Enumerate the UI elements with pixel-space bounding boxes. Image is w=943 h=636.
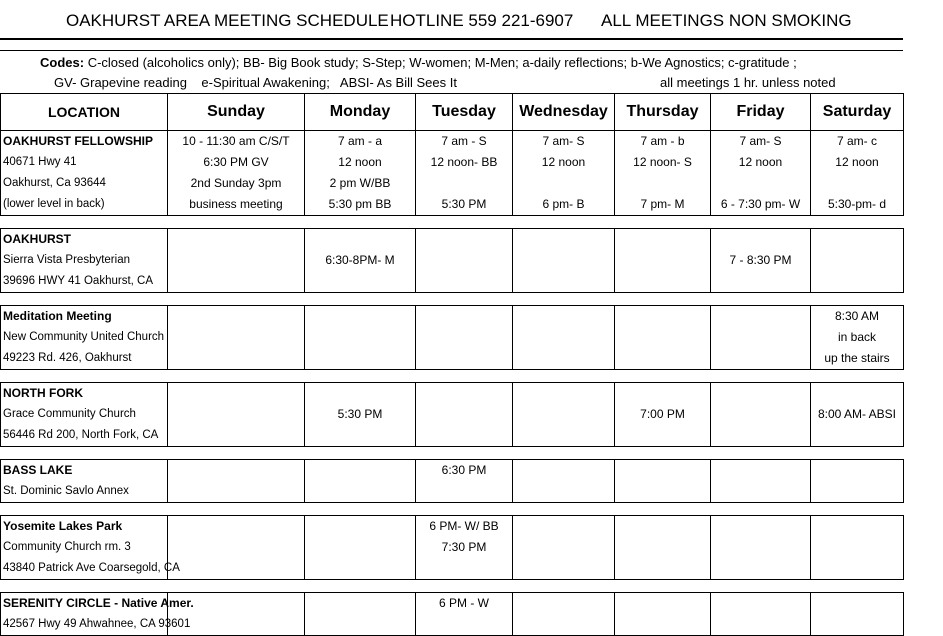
meeting-cell [416,383,513,447]
meeting-time [168,229,304,250]
meeting-cell [513,306,615,370]
location-detail: New Community United Church [3,331,165,343]
location-cell [1,306,168,370]
meeting-time [811,460,903,481]
spacer-cell [1,370,904,383]
meeting-time [416,614,512,635]
meeting-time [711,404,810,425]
meeting-time [305,327,415,348]
meeting-time [305,460,415,481]
meeting-time [711,558,810,579]
meeting-time [711,173,810,194]
meeting-cell [811,131,904,216]
meeting-cell [711,306,811,370]
meeting-cell [615,516,711,580]
location-name: OAKHURST [3,232,71,246]
location-name: Meditation Meeting [3,309,112,323]
meeting-time: 7 am- S [739,134,782,148]
meeting-time [811,537,903,558]
meeting-time [615,327,710,348]
meeting-time [513,327,614,348]
meeting-cell [615,229,711,293]
meeting-time: 6 PM- W/ BB [429,519,499,533]
meeting-time [168,250,304,271]
meeting-cell [168,460,305,503]
meeting-cell [416,516,513,580]
row-spacer [1,293,904,306]
location-cell [1,460,168,503]
location-detail: Sierra Vista Presbyterian [3,254,130,266]
meeting-time: 6:30 PM [441,463,487,477]
location-detail: 43840 Patrick Ave Coarsegold, CA [3,562,180,574]
meeting-cell [513,131,615,216]
meeting-time: 12 noon [835,155,879,169]
location-row [1,516,904,580]
meeting-time [305,348,415,369]
meeting-time [615,271,710,292]
location-name: SERENITY CIRCLE - Native Amer. [3,596,194,610]
non-smoking-notice: ALL MEETINGS NON SMOKING [601,11,852,30]
meeting-cell [615,306,711,370]
meeting-time: up the stairs [824,351,890,365]
spacer-cell [1,580,904,593]
meeting-time: 12 noon- BB [430,155,498,169]
meeting-time: in back [837,330,877,344]
meeting-cell [168,516,305,580]
meeting-time [513,229,614,250]
meeting-cell [711,383,811,447]
meeting-cell [811,593,904,636]
meeting-time: business meeting [189,197,283,211]
location-row [1,229,904,293]
location-detail: 56446 Rd 200, North Fork, CA [3,429,159,441]
meeting-time [615,516,710,537]
location-detail: 40671 Hwy 41 [3,156,77,168]
meeting-cell [615,131,711,216]
meeting-time: 8:00 AM- ABSI [817,407,897,421]
row-spacer [1,370,904,383]
meeting-cell [711,460,811,503]
meeting-time [615,306,710,327]
meeting-time [513,250,614,271]
meeting-time [416,306,512,327]
meeting-time [168,271,304,292]
meeting-cell [305,383,416,447]
meeting-time: 5:30 pm BB [328,197,392,211]
location-cell [1,593,194,636]
meeting-time [615,173,710,194]
meeting-time [711,425,810,446]
meeting-time: 8:30 AM [834,309,880,323]
meeting-time [615,383,710,404]
meeting-time: 7 pm- M [640,197,685,211]
meeting-time: 6 pm- B [542,197,585,211]
meeting-cell [416,131,513,216]
meeting-time: 5:30-pm- d [827,197,887,211]
meeting-time: 6:30 PM GV [203,155,269,169]
meeting-time [305,593,415,614]
meeting-time: 5:30 PM [441,197,487,211]
meeting-time [416,327,512,348]
row-spacer [1,580,904,593]
spacer-cell [1,447,904,460]
meeting-time [615,250,710,271]
meeting-time [513,173,614,194]
meeting-time: 7:00 PM [640,407,685,421]
meeting-time [416,383,512,404]
meeting-time [711,537,810,558]
meeting-time: 12 noon [338,155,382,169]
meeting-time [168,327,304,348]
hotline: HOTLINE 559 221-6907 [390,11,574,30]
meeting-time [615,425,710,446]
location-detail: Oakhurst, Ca 93644 [3,177,106,189]
meeting-cell [416,593,513,636]
meeting-time: 7 am - S [441,134,487,148]
day-header: Thursday [615,94,711,131]
meeting-time [513,383,614,404]
meeting-time [168,558,304,579]
meeting-time [615,614,710,635]
meeting-cell [513,460,615,503]
schedule-table [0,93,904,636]
meeting-time: 7 am- S [542,134,585,148]
meeting-time [615,460,710,481]
location-detail: 49223 Rd. 426, Oakhurst [3,352,132,364]
meeting-time [711,348,810,369]
meeting-cell [513,593,615,636]
meeting-cell [711,229,811,293]
meeting-time [711,481,810,502]
meeting-time [168,383,304,404]
meeting-time: 12 noon [541,155,586,169]
meeting-time: 10 - 11:30 am C/S/T [182,134,290,148]
meeting-time [711,593,810,614]
meeting-time: 6 PM - W [439,596,489,610]
meeting-cell [711,131,811,216]
location-name: BASS LAKE [3,463,73,477]
meeting-cell [513,516,615,580]
meeting-time [305,558,415,579]
meeting-time [416,425,512,446]
codes-line-1 [40,55,943,70]
meeting-time [416,404,512,425]
meeting-time [305,537,415,558]
codes-label: Codes: [40,55,85,70]
meeting-time [615,593,710,614]
divider [0,38,903,40]
meeting-cell [615,593,711,636]
location-detail: 39696 HWY 41 Oakhurst, CA [3,275,153,287]
meeting-time: 6 - 7:30 pm- W [720,197,801,211]
location-row [1,460,904,503]
meeting-time: 7 am- c [836,134,877,148]
meeting-cell [305,229,416,293]
meeting-cell [305,593,416,636]
meeting-time [513,425,614,446]
meeting-time [416,558,512,579]
meeting-time: 2 pm W/BB [329,176,391,190]
location-detail: 42567 Hwy 49 Ahwahnee, CA 93601 [3,618,191,630]
codes-text-1: C-closed (alcoholics only); BB- Big Book study; S-Step; W-women; M-Men; a-daily reflections; b-We Agnostics; c-gratitude ; [87,55,797,70]
meeting-time [305,229,415,250]
meeting-time: 12 noon [738,155,783,169]
meeting-time: 7:30 PM [441,540,487,554]
meeting-time [811,383,903,404]
meeting-time [811,614,903,635]
spacer-cell [1,503,904,516]
meeting-cell [305,306,416,370]
meeting-time [615,481,710,502]
meeting-time [305,271,415,292]
meeting-time [168,537,304,558]
meeting-time [168,516,304,537]
meeting-time [513,593,614,614]
day-header: Friday [711,94,811,131]
location-header: LOCATION [1,94,168,131]
meeting-cell [416,460,513,503]
meeting-time [305,383,415,404]
meeting-time [811,229,903,250]
meeting-cell [513,229,615,293]
meeting-cell [711,593,811,636]
location-detail: Grace Community Church [3,408,136,420]
meeting-cell [168,229,305,293]
location-row [1,131,904,216]
meeting-time [513,460,614,481]
day-header: Wednesday [513,94,615,131]
meeting-time: 6:30-8PM- M [325,253,395,267]
meeting-time [711,460,810,481]
spacer-cell [1,216,904,229]
meeting-time [811,425,903,446]
meeting-time [513,516,614,537]
meeting-cell [305,516,416,580]
meeting-time: 12 noon- S [633,155,692,169]
location-name: NORTH FORK [3,386,83,400]
meeting-time [416,250,512,271]
divider [0,50,903,51]
meeting-time [305,516,415,537]
meeting-time: 7 am - a [337,134,382,148]
meeting-time [513,271,614,292]
meeting-time [513,404,614,425]
meeting-time [513,306,614,327]
row-spacer [1,447,904,460]
meeting-time [811,481,903,502]
meeting-time [513,348,614,369]
meeting-cell [615,460,711,503]
meeting-time [416,348,512,369]
meeting-cell [811,460,904,503]
meeting-cell [305,460,416,503]
location-cell [1,383,168,447]
meeting-time [416,271,512,292]
location-cell [1,229,168,293]
meeting-time [513,558,614,579]
meeting-cell [615,383,711,447]
meeting-time [168,348,304,369]
meeting-time [168,460,304,481]
meeting-cell [811,383,904,447]
meeting-cell [513,383,615,447]
meeting-cell [305,131,416,216]
meeting-time [811,250,903,271]
location-row [1,306,904,370]
meeting-time: 7 - 8:30 PM [729,253,792,267]
location-cell [1,131,168,216]
meeting-time [711,383,810,404]
meeting-cell [811,306,904,370]
location-row [1,383,904,447]
meeting-time [168,481,304,502]
meeting-time [811,271,903,292]
meeting-time [168,425,304,446]
meeting-time [811,593,903,614]
codes-text-2: GV- Grapevine reading e-Spiritual Awakening; ABSI- As Bill Sees It [54,75,457,90]
meeting-time [416,481,512,502]
row-spacer [1,503,904,516]
meeting-time [168,404,304,425]
meeting-time: 2nd Sunday 3pm [190,176,282,190]
header [0,6,907,36]
meeting-time [615,348,710,369]
location-detail: (lower level in back) [3,198,105,210]
meeting-cell [811,229,904,293]
duration-note: all meetings 1 hr. unless noted [660,75,836,90]
meeting-cell [168,306,305,370]
meeting-time [711,614,810,635]
row-spacer [1,216,904,229]
meeting-time [416,173,512,194]
meeting-time [305,614,415,635]
meeting-time [513,481,614,502]
spacer-cell [1,293,904,306]
meeting-time [305,425,415,446]
meeting-time [811,516,903,537]
meeting-time [711,306,810,327]
page-title: OAKHURST AREA MEETING SCHEDULE [66,11,389,30]
meeting-time [305,481,415,502]
meeting-time: 7 am - b [640,134,685,148]
meeting-time [615,537,710,558]
meeting-time [168,306,304,327]
meeting-time [711,516,810,537]
location-cell [1,516,180,580]
day-header: Sunday [168,94,305,131]
day-header: Monday [305,94,416,131]
meeting-time [513,537,614,558]
location-name: OAKHURST FELLOWSHIP [3,134,153,148]
meeting-time [615,229,710,250]
day-header: Tuesday [416,94,513,131]
meeting-cell [811,516,904,580]
day-header: Saturday [811,94,904,131]
header-row [1,94,904,131]
meeting-cell [168,383,305,447]
meeting-cell [416,306,513,370]
meeting-time: 5:30 PM [337,407,383,421]
location-row [1,593,904,636]
location-detail: St. Dominic Savlo Annex [3,485,129,497]
location-detail: Community Church rm. 3 [3,541,131,553]
location-name: Yosemite Lakes Park [3,519,123,533]
meeting-cell [416,229,513,293]
meeting-cell [168,131,305,216]
meeting-time [811,558,903,579]
meeting-time [811,173,903,194]
meeting-time [416,229,512,250]
meeting-time [305,306,415,327]
meeting-time [513,614,614,635]
meeting-time [711,327,810,348]
meeting-time [615,558,710,579]
meeting-time [711,271,810,292]
meeting-time [711,229,810,250]
meeting-cell [711,516,811,580]
